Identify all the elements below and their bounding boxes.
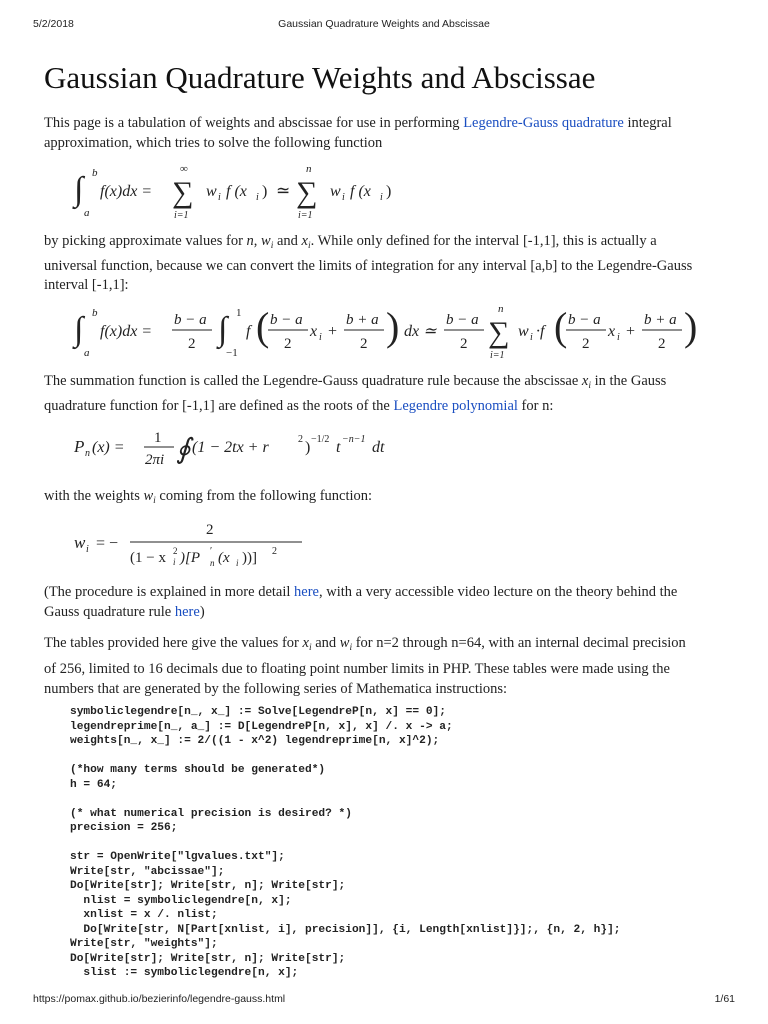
plus-sign: + — [328, 323, 338, 340]
f-symbol: f — [246, 323, 251, 340]
f-xi-1: f (x — [226, 183, 247, 200]
var-x-index: i — [307, 241, 311, 251]
p6-line-3: numbers that are generated by the following series of Mathematica instructions: — [44, 681, 508, 697]
integral-sign: ∫ — [74, 171, 84, 208]
close-paren-1: ) — [262, 183, 268, 200]
upper-limit-2: b — [92, 307, 98, 319]
big-paren-close-2: ) — [684, 304, 698, 349]
p6-text-c: for n=2 through n=64, with an internal decimal precision — [352, 635, 686, 651]
r-squared: 2 — [298, 434, 303, 445]
weight-symbol-3: w — [518, 323, 529, 340]
big-paren-close: ) — [386, 304, 400, 349]
wi-symbol: w — [74, 533, 86, 552]
equation-quadrature — [70, 158, 430, 229]
mathematica-code-block: symboliclegendre[n_, x_] := Solve[LegendreP[n, x] == 0]; legendreprime[n_, a_] := D[LegendreP[n, x], x] /. x -> a; weights[n_, x_] := 2/((1 - x^2) legendreprime[n, x]^2); (*how many terms should be generated*) h = 64; (* what numerical precision is desired? *) precision = 256; str = OpenWrite["lgvalues.txt"]; Write[str, "abcissae"]; Do[Write[str]; Write[str, n]; Write[str]; nlist = symboliclegendre[n, x]; xnlist = x /. nlist; Do[Write[str, N[Part[xnlist, i], precision]], {i, Length[xnlist]}];, {n, 2, h}]; Write[str, "weights"]; Do[Write[str]; Write[str, n]; Write[str]; slist := symboliclegendre[n, x]; — [70, 706, 621, 979]
wi-den-n: n — [210, 558, 215, 568]
sum-lower-3: i=1 — [490, 350, 505, 361]
frac2-num: b − a — [270, 312, 303, 328]
legendre-polynomial-link[interactable]: Legendre polynomial — [393, 397, 518, 414]
wi-den-sq: 2 — [173, 546, 178, 556]
poly-body: (1 − 2tx + r — [192, 439, 269, 456]
p3-text-b: in the Gauss — [591, 373, 667, 389]
p5-line2-post: ) — [199, 603, 205, 620]
sum-sign-2: ∑ — [296, 176, 318, 209]
var-n: n — [246, 233, 254, 249]
sum-sign-1: ∑ — [172, 176, 194, 209]
p2-text-b: , — [253, 233, 262, 249]
tables-paragraph — [44, 633, 734, 700]
equation-legendre-polynomial — [70, 420, 410, 483]
lower-limit-2: a — [84, 347, 90, 359]
intro-paragraph — [44, 114, 724, 153]
wi-index: i — [86, 544, 89, 555]
poly-frac-den: 2πi — [145, 452, 165, 468]
var-w: w — [261, 233, 271, 249]
weight-index-2: i — [342, 192, 345, 203]
p3-text-a: The summation function is called the Legendre-Gauss quadrature rule because the abscissae — [44, 373, 582, 389]
sum-upper-n: n — [306, 163, 312, 175]
sum-lower-1: i=1 — [174, 210, 189, 221]
wi-den-i: i — [173, 557, 176, 567]
var-x-abscissae: x — [581, 373, 589, 389]
contour-integral: ∮ — [176, 434, 191, 465]
close-paren-2: ) — [386, 183, 392, 200]
xi-index-2b: i — [617, 332, 620, 343]
document-content — [44, 58, 724, 979]
p3-line2-post: for n: — [517, 397, 554, 414]
legendre-gauss-link[interactable]: Legendre-Gauss quadrature — [463, 115, 624, 131]
poly-frac-num: 1 — [154, 430, 162, 446]
wi-den-d: ))] — [242, 550, 257, 566]
poly-close: ) — [305, 439, 311, 456]
var-w-index: i — [270, 241, 274, 251]
var-weights-index: i — [153, 496, 156, 506]
equation-weights — [70, 516, 330, 577]
int2-upper: 1 — [236, 307, 242, 319]
eq2-lhs: f(x)dx = — [100, 323, 153, 340]
var-x-abscissae-index: i — [588, 381, 591, 391]
poly-exp: −1/2 — [311, 434, 330, 445]
sum-upper-n-2: n — [498, 303, 504, 315]
sum-upper-inf: ∞ — [180, 163, 188, 175]
equation-interval-transform — [70, 298, 720, 369]
sum-sign-3: ∑ — [488, 316, 510, 349]
wi-num: 2 — [206, 522, 214, 538]
print-date: 5/2/2018 — [33, 18, 74, 30]
big-paren-open: ( — [256, 304, 270, 349]
f-xi-2: f (x — [350, 183, 371, 200]
weight-index-3: i — [530, 332, 533, 343]
procedure-detail-link[interactable]: here — [294, 584, 319, 600]
p3-line2-pre: quadrature function for [-1,1] are defined as the roots of the — [44, 397, 394, 414]
print-header — [33, 18, 735, 32]
wi-den-b: )[P — [180, 550, 200, 566]
lower-limit: a — [84, 207, 90, 219]
equation-4-svg — [70, 516, 330, 572]
xi-index-2: i — [380, 192, 383, 203]
var-w-table: w — [339, 635, 350, 651]
p2-text-d: . While only defined for the interval [-1,1], this is actually a — [310, 233, 657, 249]
equation-3-svg — [70, 420, 410, 478]
frac1-num: b − a — [174, 312, 207, 328]
p6-line-2: of 256, limited to 16 decimals due to floating point number limits in PHP. These tables were made using the — [44, 660, 670, 677]
page-title: Gaussian Quadrature Weights and Abscissae — [44, 60, 596, 95]
eq1-lhs: f(x)dx = — [100, 183, 153, 200]
print-footer — [33, 993, 735, 1007]
weight-index: i — [218, 192, 221, 203]
frac4-den: 2 — [460, 336, 468, 352]
frac6-num: b + a — [644, 312, 677, 328]
p2-text-c: and — [273, 233, 302, 249]
frac3-den: 2 — [360, 336, 368, 352]
p6-text-a: The tables provided here give the values for — [44, 635, 303, 651]
poly-dt: dt — [372, 439, 385, 456]
var-weights: w — [143, 488, 154, 504]
equation-2-svg — [70, 298, 720, 364]
frac2-den: 2 — [284, 336, 292, 352]
sum-lower-2: i=1 — [298, 210, 313, 221]
var-w-table-index: i — [349, 643, 353, 653]
approx-sign: ≃ — [276, 181, 291, 200]
wi-den-i2: i — [236, 558, 239, 568]
poly-n-index: n — [85, 448, 90, 459]
integral-sign-2: ∫ — [74, 311, 84, 348]
p2-line-3: interval [-1,1]: — [44, 277, 129, 293]
int2-lower: −1 — [226, 347, 238, 359]
weight-symbol: w — [206, 183, 217, 200]
frac4-num: b − a — [446, 312, 479, 328]
p5-line2-pre: Gauss quadrature rule — [44, 603, 175, 620]
video-lecture-link[interactable]: here — [174, 603, 200, 620]
frac6-den: 2 — [658, 336, 666, 352]
frac3-num: b + a — [346, 312, 379, 328]
poly-P: P — [74, 437, 85, 456]
wi-den-sq2: 2 — [272, 546, 277, 557]
print-page-number: 1/61 — [714, 993, 735, 1005]
wi-den-a: (1 − x — [130, 550, 166, 566]
xi-index: i — [319, 332, 322, 343]
var-x-table: x — [302, 635, 309, 651]
var-x: x — [301, 233, 308, 249]
poly-lhs: (x) = — [92, 439, 125, 456]
dx-approx: dx ≃ — [404, 323, 437, 340]
p2-line-2: universal function, because we can convert the limits of integration for any interval [a,b] to the Legendre-Gauss — [44, 257, 693, 274]
p4-text-a: with the weights — [44, 488, 144, 504]
upper-limit: b — [92, 167, 98, 179]
xi-symbol: x — [310, 323, 318, 340]
xi-index-1: i — [256, 192, 259, 203]
poly-t-exp: −n−1 — [342, 434, 366, 445]
frac5-num: b − a — [568, 312, 601, 328]
p6-text-b: and — [311, 635, 340, 651]
procedure-paragraph — [44, 583, 734, 622]
intro-text-2: integral — [623, 115, 672, 131]
equation-1-svg — [70, 158, 430, 224]
integral-sign-3: ∫ — [218, 311, 228, 348]
p5-text-a: (The procedure is explained in more detail — [44, 584, 295, 600]
p4-text-b: coming from the following function: — [155, 488, 373, 504]
p5-text-b: , with a very accessible video lecture on the theory behind the — [318, 584, 678, 600]
plus-sign-2: + — [626, 323, 636, 340]
intro-text: This page is a tabulation of weights and abscissae for use in performing — [44, 115, 464, 131]
p2-text-a: by picking approximate values for — [44, 233, 247, 249]
frac1-den: 2 — [188, 336, 196, 352]
summation-paragraph — [44, 372, 734, 416]
dot-f: ·f — [536, 323, 545, 340]
poly-t: t — [336, 439, 341, 456]
print-url: https://pomax.github.io/bezierinfo/legendre-gauss.html — [33, 993, 286, 1005]
picking-paragraph — [44, 232, 734, 296]
weights-paragraph — [44, 487, 734, 512]
wi-den-prime: ′ — [210, 546, 213, 557]
frac5-den: 2 — [582, 336, 590, 352]
wi-equals: = − — [96, 535, 119, 552]
wi-den-c: (x — [218, 550, 230, 566]
print-page-title: Gaussian Quadrature Weights and Abscissae — [278, 18, 490, 30]
intro-text-3: approximation, which tries to solve the following function — [44, 134, 383, 151]
xi-symbol-2: x — [608, 323, 616, 340]
weight-symbol-2: w — [330, 183, 341, 200]
var-x-table-index: i — [308, 643, 312, 653]
big-paren-open-2: ( — [554, 304, 568, 349]
